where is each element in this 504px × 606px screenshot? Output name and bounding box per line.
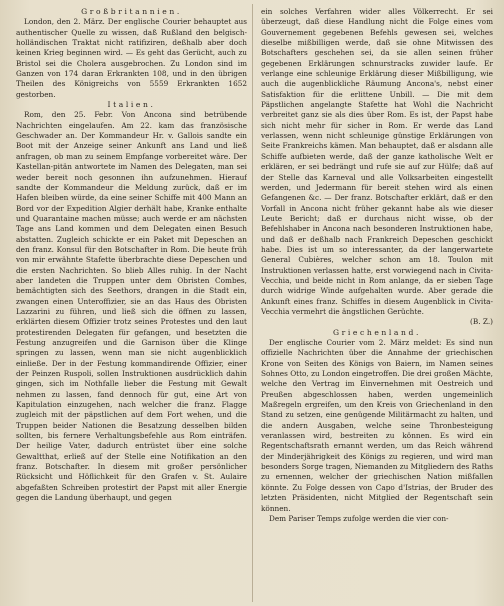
article-london: London, den 2. März. Der englische Courier behauptet aus authentischer Quelle zu wissen, daß Rußland den belgisch-holländischen Traktat nicht ratifiziren, deßhalb aber doch keinen Krieg beginnen wird. — Es geht das Gerücht, auch zu Bristol sei die Cholera ausgebrochen. Zu London sind im Ganzen von 174 daran Erkrankten 108, und in den übrigen Theilen des Königreichs von 5559 Erkrankten 1652 gestorben. bbox=[16, 17, 247, 99]
article-paris-temps: Dem Pariser Temps zufolge werden die vier con- bbox=[269, 513, 449, 523]
left-column bbox=[16, 7, 247, 504]
column-divider bbox=[252, 4, 253, 602]
source-reference: (B. Z.) bbox=[470, 317, 493, 327]
section-heading-italy: Italien. bbox=[107, 100, 156, 110]
article-rome-continued: ein solches Verfahren wider alles Völkerrecht. Er sei überzeugt, daß diese Handlung nicht die Folge eines vom Gouvernement gegebenen Befehls gewesen sei, welches dieselbe mißbilligen werde, daß sie ohne Mitwissen des Botschafters geschehen sei, da sie allen seinen früher gegebenen Erklärungen schnurstracks zuwider laufe. Er verlange eine schleunige Erklärung dieser Mißbilligung, wie auch die augenblickliche Räumung Ancona's, nebst einer Satisfaktion für die erlittene Unbill. — Die mit dem Päpstlichen angelangte Stafette hat Wohl die Nachricht verbreitet ganz sie als dies über Rom. Es ist, der Papst habe sich nicht mehr für sicher in Rom. Er werde das Land verlassen, wenn nicht schleunige günstige Erklärungen von Seite Frankreichs kämen. Man behauptet, daß er alsdann alle Schiffe aufbieten werde, daß der ganze katholische Welt er erklären, er sei bedrängt und rufe sie auf zur Hülfe; daß auf der Stelle das Karneval und alle Volksarbeiten eingestellt werden, und Jedermann für bereit stehen wird als einen Gefangenen &c. — Der franz. Botschafter erklärt, daß er den Vorfall in Ancona nicht früher gekannt habe als wie dieser Leute Bericht; daß er durchaus nicht wisse, ob der Befehlshaber in Ancona nach besonderen Instruktionen habe, und daß er deßhalb nach Frankreich Depeschen geschickt habe. Dies ist um so interessanter, da der langerwartete General Cubières, welcher schon am 18. Toulon mit Instruktionen verlassen hatte, erst vorwiegend nach in Civita-Vecchia, und beide nicht in Rom anlange, da er sieben Tage durch widrige Winde aufgehalten wurde. Aber gerade die Ankunft eines franz. Schiffes in diesem Augenblick in Civita-Vecchia vermehrt die ängstlichen Gerüchte. bbox=[261, 7, 493, 316]
section-heading-greece: Griechenland. bbox=[332, 327, 422, 337]
article-rome: Rom, den 25. Febr. Von Ancona sind betrübende Nachrichten eingelaufen. Am 22. kam das französische Geschwader an. Der Kommandeur Hr. v. Gallois sandte ein Boot mit der Anzeige seiner Ankunft ans Land und ließ anfragen, ob man zu seinem Empfange vorbereitet wäre. Der Kastellan-pitän antwortete im Namen des Delegaten, man sei weder bereit noch gesonnen ihn aufzunehmen. Hierauf sandte der Kommandeur die Meldung zurück, daß er im Hafen bleiben würde, da eine seiner Schiffe mit 400 Mann an Bord vor der Expedition Algier derhält habe, Kranke enthalte und Quarantaine machen müsse; auch werde er am nächsten Tage ans Land kommen und dem Delegaten einen Besuch abstatten. Zugleich schickte er ein Paket mit Depeschen an den franz. Konsul für den Botschafter in Rom. Die heute früh von mir erwähnte Stafette überbrachte diese Depeschen und die ersten Nachrichten. So blieb Alles ruhig. In der Nacht aber landeten die Truppen unter dem Obristen Combes, bemächtigten sich des Seethors, drangen in die Stadt ein, zwangen einen Unteroffizier, sie an das Haus des Obristen Lazzarini zu führen, und ließ sich die öffnen zu lassen, erklärten diesem Offizier trotz seines Protestes und den laut protestirenden Delegaten für gefangen, und besetzten die Festung anzugreifen und die Garnison über die Klinge springen zu lassen, wenn man sie nicht augenblicklich einließe. Der in der Festung kommandirende Offizier, einer der Peinzen Ruspoli, sollen Instruktionen ausdrücklich dahin gingen, sich im Nothfalle lieber die Festung mit Gewalt nehmen zu lassen, fand dennoch für gut, eine Art von Kapitulation einzugehen, nach welcher die franz. Flagge zugleich mit der päpstlichen auf dem Fort wehen, und die Truppen beider Nationen die Besatzung desselben bilden sollten, bis fernere Verhaltungsbefehle aus Rom einträfen. Der heilige Vater, dadurch entrüstet über eine solche Gewaltthat, erließ auf der Stelle eine Notifikation an den franz. Botschafter. In diesem mit großer persönlicher Rücksicht und Höflichkeit für den Grafen v. St. Aulaire abgefaßten Schreiben protestirt der Papst mit aller Energie gegen die Landung überhaupt, und gegen bbox=[16, 110, 247, 503]
section-heading-britain: Großbritannien. bbox=[81, 7, 182, 16]
right-column bbox=[261, 7, 493, 524]
article-greece: Der englische Courier vom 2. März meldet: Es sind nun offizielle Nachrichten über die Annahme der griechischen Krone von Seiten des Königs von Baiern, im Namen seines Sohnes Otto, zu London eingetroffen. Die drei großen Mächte, welche den Vertrag im Einvernehmen mit Oestreich und Preußen abgeschlossen haben, werden ungemeinlich Maßregeln ergreifen, um den Kreis von Griechenland in den Stand zu setzen, eine genügende Militärmacht zu halten, und die andern Ausgaben, welche seine Thronbesteigung veranlassen wird, bestreiten zu können. Es wird ein Regentschaftsrath ernannt werden, um das Reich während der Minderjährigkeit des Königs zu regieren, und wird man besonders Sorge tragen, Niemanden zu Mitgliedern des Raths zu ernennen, welcher der griechischen Nation mißfallen könnte. Zu Folge dessen von Capo d'Istrias, der Bruder des letzten Präsidenten, nicht Mitglied der Regentschaft sein können. bbox=[261, 338, 493, 513]
